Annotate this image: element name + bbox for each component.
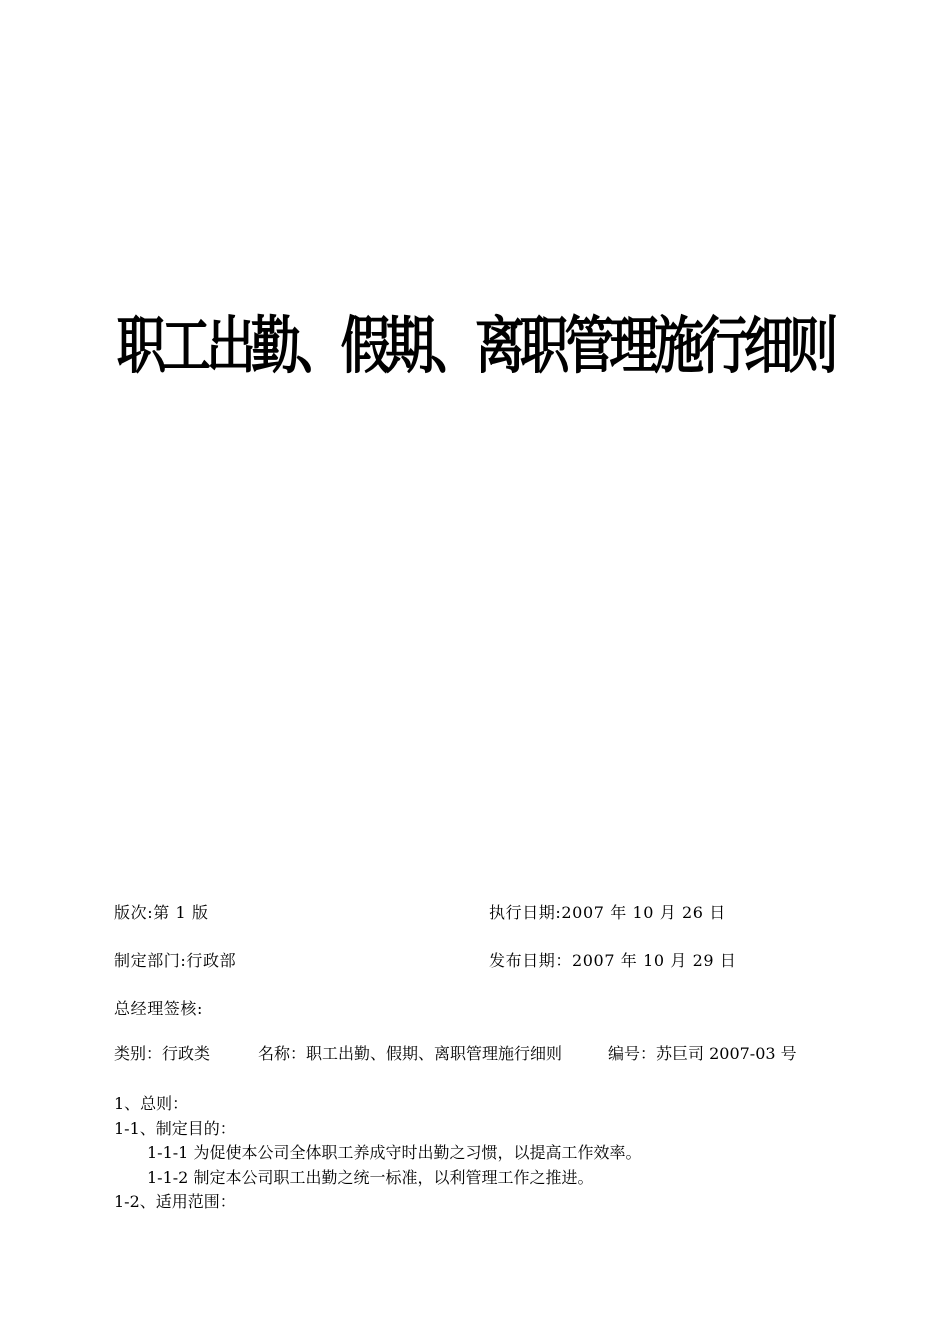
category-field: 类别：行政类 xyxy=(114,1044,211,1063)
clause-item: 1-1-1 为促使本公司全体职工养成守时出勤之习惯，以提高工作效率。 xyxy=(147,1143,642,1162)
name-field: 名称：职工出勤、假期、离职管理施行细则 xyxy=(258,1044,563,1063)
section-heading: 1、总则： xyxy=(114,1094,189,1113)
subsection-heading: 1-2、适用范围： xyxy=(114,1192,236,1211)
document-body xyxy=(114,1092,641,1215)
approval-field: 总经理签核: xyxy=(114,999,203,1018)
department-field: 制定部门:行政部 xyxy=(114,951,237,970)
subsection-heading: 1-1、制定目的： xyxy=(114,1118,236,1138)
exec-date-field: 执行日期:2007 年 10 月 26 日 xyxy=(489,903,726,922)
clause-item: 1-1-2 制定本公司职工出勤之统一标准，以利管理工作之推进。 xyxy=(147,1167,594,1187)
classification-row xyxy=(114,1041,797,1064)
version-field: 版次:第 1 版 xyxy=(114,903,209,922)
publish-date-field: 发布日期：2007 年 10 月 29 日 xyxy=(489,951,737,970)
number-field: 编号：苏巨司 2007-03 号 xyxy=(608,1044,797,1063)
document-title: 职工出勤、假期、离职管理施行细则 xyxy=(116,309,834,382)
